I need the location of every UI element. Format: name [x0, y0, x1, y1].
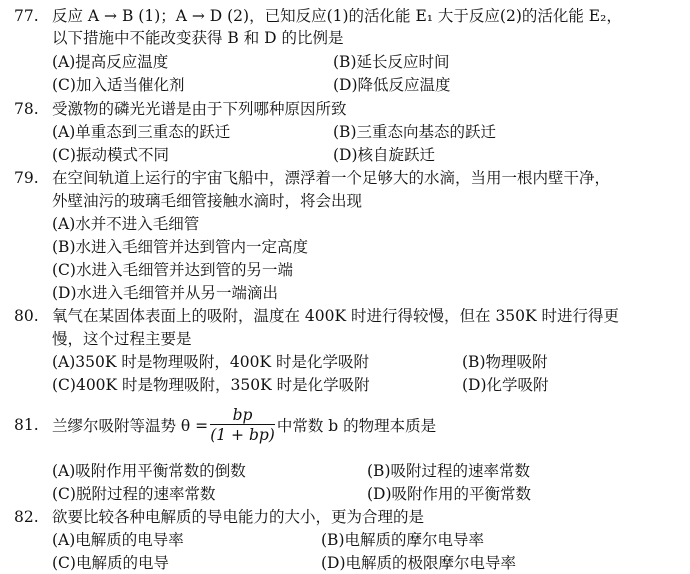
question-78-option-d: (D)核自旋跃迁 — [333, 146, 436, 164]
question-79-stem-line-2: 外壁油污的玻璃毛细管接触水滴时，将会出现 — [52, 192, 363, 210]
question-80-option-c: (C)400K 时是物理吸附，350K 时是化学吸附 — [52, 376, 370, 394]
question-79-stem-line-1: 在空间轨道上运行的宇宙飞船中，漂浮着一个足够大的水滴，当用一根内壁干净， — [52, 169, 611, 187]
question-number-82: 82. — [14, 508, 39, 526]
question-80-stem-line-1: 氧气在某固体表面上的吸附，温度在 400K 时进行得较慢，但在 350K 时进行得更 — [52, 307, 620, 325]
question-80-stem-line-2: 慢，这个过程主要是 — [52, 330, 192, 348]
langmuir-fraction — [210, 406, 275, 445]
question-81-option-d: (D)吸附作用的平衡常数 — [367, 485, 532, 503]
fraction-denominator: (1 + bp) — [210, 425, 275, 444]
question-number-80: 80. — [14, 307, 39, 325]
question-number-78: 78. — [14, 100, 39, 118]
question-77-stem-line-2: 以下措施中不能改变获得 B 和 D 的比例是 — [52, 29, 344, 47]
question-80-option-d: (D)化学吸附 — [462, 376, 549, 394]
question-82-option-b: (B)电解质的摩尔电导率 — [321, 531, 484, 549]
question-78-stem: 受激物的磷光光谱是由于下列哪种原因所致 — [52, 100, 347, 118]
question-78-option-b: (B)三重态向基态的跃迁 — [333, 123, 496, 141]
question-81-stem — [52, 400, 436, 450]
question-81-stem-prefix: 兰缪尔吸附等温势 θ = — [52, 417, 209, 435]
question-79-option-a: (A)水并不进入毛细管 — [52, 215, 200, 233]
question-77-option-c: (C)加入适当催化剂 — [52, 76, 185, 94]
question-81-stem-suffix: 中常数 b 的物理本质是 — [276, 417, 437, 435]
question-77-option-a: (A)提高反应温度 — [52, 53, 169, 71]
question-78-option-c: (C)振动模式不同 — [52, 146, 169, 164]
question-82-stem: 欲要比较各种电解质的导电能力的大小，更为合理的是 — [52, 508, 425, 526]
question-79-option-b: (B)水进入毛细管并达到管内一定高度 — [52, 238, 308, 256]
question-77-option-d: (D)降低反应温度 — [333, 76, 451, 94]
question-77-option-b: (B)延长反应时间 — [333, 53, 450, 71]
question-80-option-a: (A)350K 时是物理吸附，400K 时是化学吸附 — [52, 353, 369, 371]
question-78-option-a: (A)单重态到三重态的跃迁 — [52, 123, 231, 141]
question-79-option-d: (D)水进入毛细管并从另一端滴出 — [52, 284, 279, 302]
question-number-79: 79. — [14, 169, 39, 187]
question-82-option-c: (C)电解质的电导 — [52, 554, 169, 572]
question-number-77: 77. — [14, 7, 39, 25]
question-81-option-b: (B)吸附过程的速率常数 — [367, 462, 530, 480]
question-77-stem-line-1: 反应 A → B (1)；A → D (2)，已知反应(1)的活化能 E₁ 大于反应(2)的活化能 E₂， — [52, 7, 622, 25]
question-81-option-c: (C)脱附过程的速率常数 — [52, 485, 216, 503]
question-number-81: 81. — [14, 416, 39, 434]
question-82-option-d: (D)电解质的极限摩尔电导率 — [321, 554, 517, 572]
question-79-option-c: (C)水进入毛细管并达到管的另一端 — [52, 261, 293, 279]
fraction-numerator: bp — [210, 406, 275, 425]
question-80-option-b: (B)物理吸附 — [462, 353, 548, 371]
question-82-option-a: (A)电解质的电导率 — [52, 531, 184, 549]
question-81-option-a: (A)吸附作用平衡常数的倒数 — [52, 462, 246, 480]
